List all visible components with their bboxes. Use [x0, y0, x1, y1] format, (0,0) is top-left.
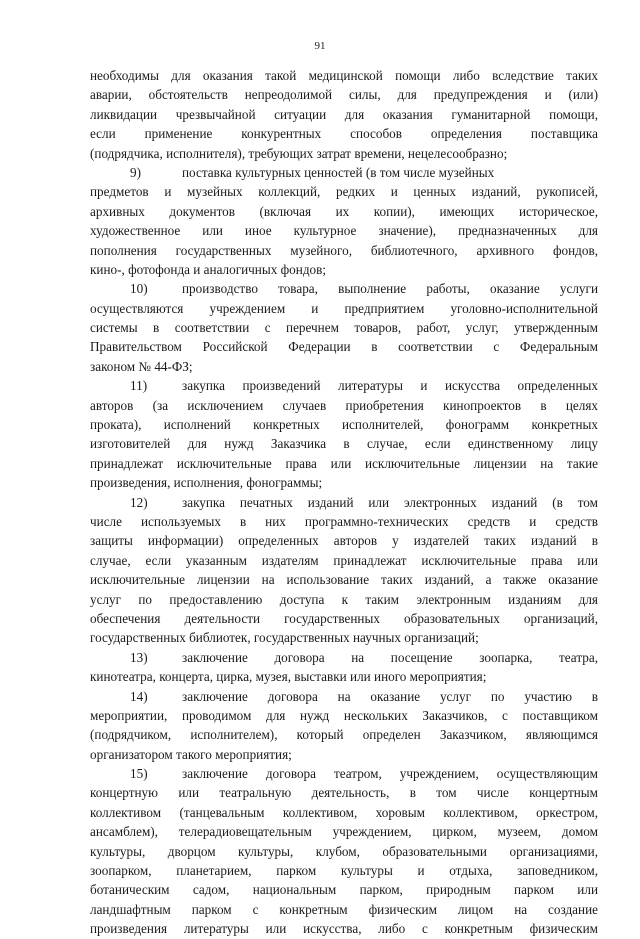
line-text: исключительные лицензии на использование таких изданий, а также оказание: [90, 572, 598, 588]
text-line: [90, 919, 598, 938]
text-line: [90, 337, 598, 356]
text-line: [90, 822, 598, 841]
text-line: [90, 144, 598, 163]
line-text: изготовителей для нужд Заказчика в случае, если единственному лицу: [90, 436, 598, 452]
text-line: [90, 628, 598, 647]
list-item-line: [90, 764, 598, 783]
line-text: (подрядчиком, исполнителем), который определен Заказчиком, являющимся: [90, 727, 598, 743]
text-line: [90, 434, 598, 453]
list-item-line: [90, 493, 598, 512]
line-text: авторов (за исключением случаев приобретения кинопроектов в целях: [90, 397, 598, 413]
text-line: [90, 861, 598, 880]
text-line: [90, 842, 598, 861]
line-text: произведения, исполнения, фонограммы;: [90, 475, 323, 491]
text-line: [90, 318, 598, 337]
line-text: ландшафтным парком с конкретным физическим лицом на создание: [90, 901, 598, 917]
line-text: необходимы для оказания такой медицинской помощи либо вследствие таких: [90, 68, 598, 83]
line-text: обеспечения деятельности государственных образовательных организаций,: [90, 610, 598, 626]
line-text: ансамблем), телерадиовещательным учреждением, цирком, музеем, домом: [90, 824, 598, 840]
line-text: художественное или иное культурное значение), предназначенных для: [90, 223, 598, 239]
text-line: [90, 473, 598, 492]
line-text: защиты информации) определенных авторов у издателей таких изданий в: [90, 533, 598, 549]
text-line: [90, 260, 598, 279]
line-text: Правительством Российской Федерации в соответствии с Федеральным: [90, 339, 598, 355]
list-item-number: 9): [130, 164, 141, 180]
list-item-number: 12): [130, 494, 148, 510]
line-text: культуры, дворцом культуры, клубом, образовательными организациями,: [90, 843, 598, 859]
line-text: заключение договора театром, учреждением, осуществляющим: [182, 766, 598, 782]
line-text: закупка произведений литературы и искусства определенных: [182, 378, 598, 394]
text-line: [90, 725, 598, 744]
text-line: [90, 783, 598, 802]
line-text: кино-, фотофонда и аналогичных фондов;: [90, 261, 327, 277]
line-text: числе используемых в них программно-технических средств и средств: [90, 513, 598, 529]
line-text: ликвидации чрезвычайной ситуации для оказания гуманитарной помощи,: [90, 106, 598, 122]
line-text: ботаническим садом, национальным парком, природным парком или: [90, 882, 598, 898]
text-line: [90, 745, 598, 764]
list-item-number: 11): [130, 378, 148, 394]
line-text: концертную или театральную деятельность, в том числе концертным: [90, 785, 598, 801]
line-text: случае, если указанным издателям принадлежат исключительные права или: [90, 552, 598, 568]
text-line: [90, 182, 598, 201]
text-line: [90, 396, 598, 415]
text-line: [90, 551, 598, 570]
text-line: [90, 667, 598, 686]
list-item-line: [90, 163, 598, 182]
line-text: системы в соответствии с перечнем товаров, работ, услуг, утвержденным: [90, 320, 598, 336]
line-text: организатором такого мероприятия;: [90, 746, 292, 762]
list-item-line: [90, 376, 598, 395]
list-item-line: [90, 648, 598, 667]
line-text: производство товара, выполнение работы, оказание услуги: [182, 281, 598, 297]
line-text: зоопарком, планетарием, парком культуры и отдыха, заповедником,: [90, 863, 598, 879]
line-text: кинотеатра, концерта, цирка, музея, выставки или иного мероприятия;: [90, 669, 487, 685]
list-item-number: 13): [130, 649, 148, 665]
list-item-line: [90, 279, 598, 298]
line-text: архивных документов (включая их копии), имеющих историческое,: [90, 203, 598, 219]
text-line: [90, 590, 598, 609]
page-number: 91: [314, 40, 326, 52]
line-text: закупка печатных изданий или электронных изданий (в том: [182, 494, 598, 510]
line-text: принадлежат исключительные права или исключительные лицензии на такие: [90, 455, 598, 471]
text-line: [90, 512, 598, 531]
text-line: [90, 357, 598, 376]
line-text: заключение договора на оказание услуг по участию в: [182, 688, 598, 704]
text-line: [90, 221, 598, 240]
text-line: [90, 202, 598, 221]
line-text: услуг по предоставлению доступа к таким электронным изданиям для: [90, 591, 598, 607]
list-item-number: 10): [130, 281, 148, 297]
line-text: заключение договора на посещение зоопарка, театра,: [182, 649, 598, 665]
line-text: предметов и музейных коллекций, редких и ценных изданий, рукописей,: [90, 184, 598, 200]
line-text: если применение конкурентных способов определения поставщика: [90, 126, 598, 142]
list-item-number: 15): [130, 766, 148, 782]
text-line: [90, 531, 598, 550]
text-line: [90, 803, 598, 822]
line-text: мероприятии, проводимом для нужд нескольких Заказчиков, с поставщиком: [90, 707, 598, 723]
list-item-number: 14): [130, 688, 148, 704]
text-line: [90, 454, 598, 473]
text-line: [90, 299, 598, 318]
line-text: коллективом (танцевальным коллективом, хоровым коллективом, оркестром,: [90, 804, 598, 820]
text-line: [90, 609, 598, 628]
text-line: [90, 706, 598, 725]
text-line: [90, 415, 598, 434]
line-text: осуществляются учреждением и предприятием уголовно-исполнительной: [90, 300, 598, 316]
text-line: [90, 570, 598, 589]
text-line: [90, 241, 598, 260]
line-text: (подрядчика, исполнителя), требующих затрат времени, нецелесообразно;: [90, 145, 508, 161]
line-text: законом № 44-ФЗ;: [90, 358, 193, 374]
list-item-line: [90, 687, 598, 706]
line-text: произведения литературы или искусства, либо с конкретным физическим: [90, 921, 598, 937]
text-line: [90, 66, 598, 85]
line-text: проката), исполнений конкретных исполнителей, фонограмм конкретных: [90, 417, 598, 433]
line-text: поставка культурных ценностей (в том числе музейных: [182, 164, 495, 180]
line-text: аварии, обстоятельств непреодолимой силы, для предупреждения и (или): [90, 87, 598, 103]
document-body: [90, 66, 598, 939]
text-line: [90, 105, 598, 124]
text-line: [90, 124, 598, 143]
line-text: государственных библиотек, государственных научных организаций;: [90, 630, 479, 646]
text-line: [90, 880, 598, 899]
text-line: [90, 85, 598, 104]
line-text: пополнения государственных музейного, библиотечного, архивного фондов,: [90, 242, 598, 258]
text-line: [90, 900, 598, 919]
